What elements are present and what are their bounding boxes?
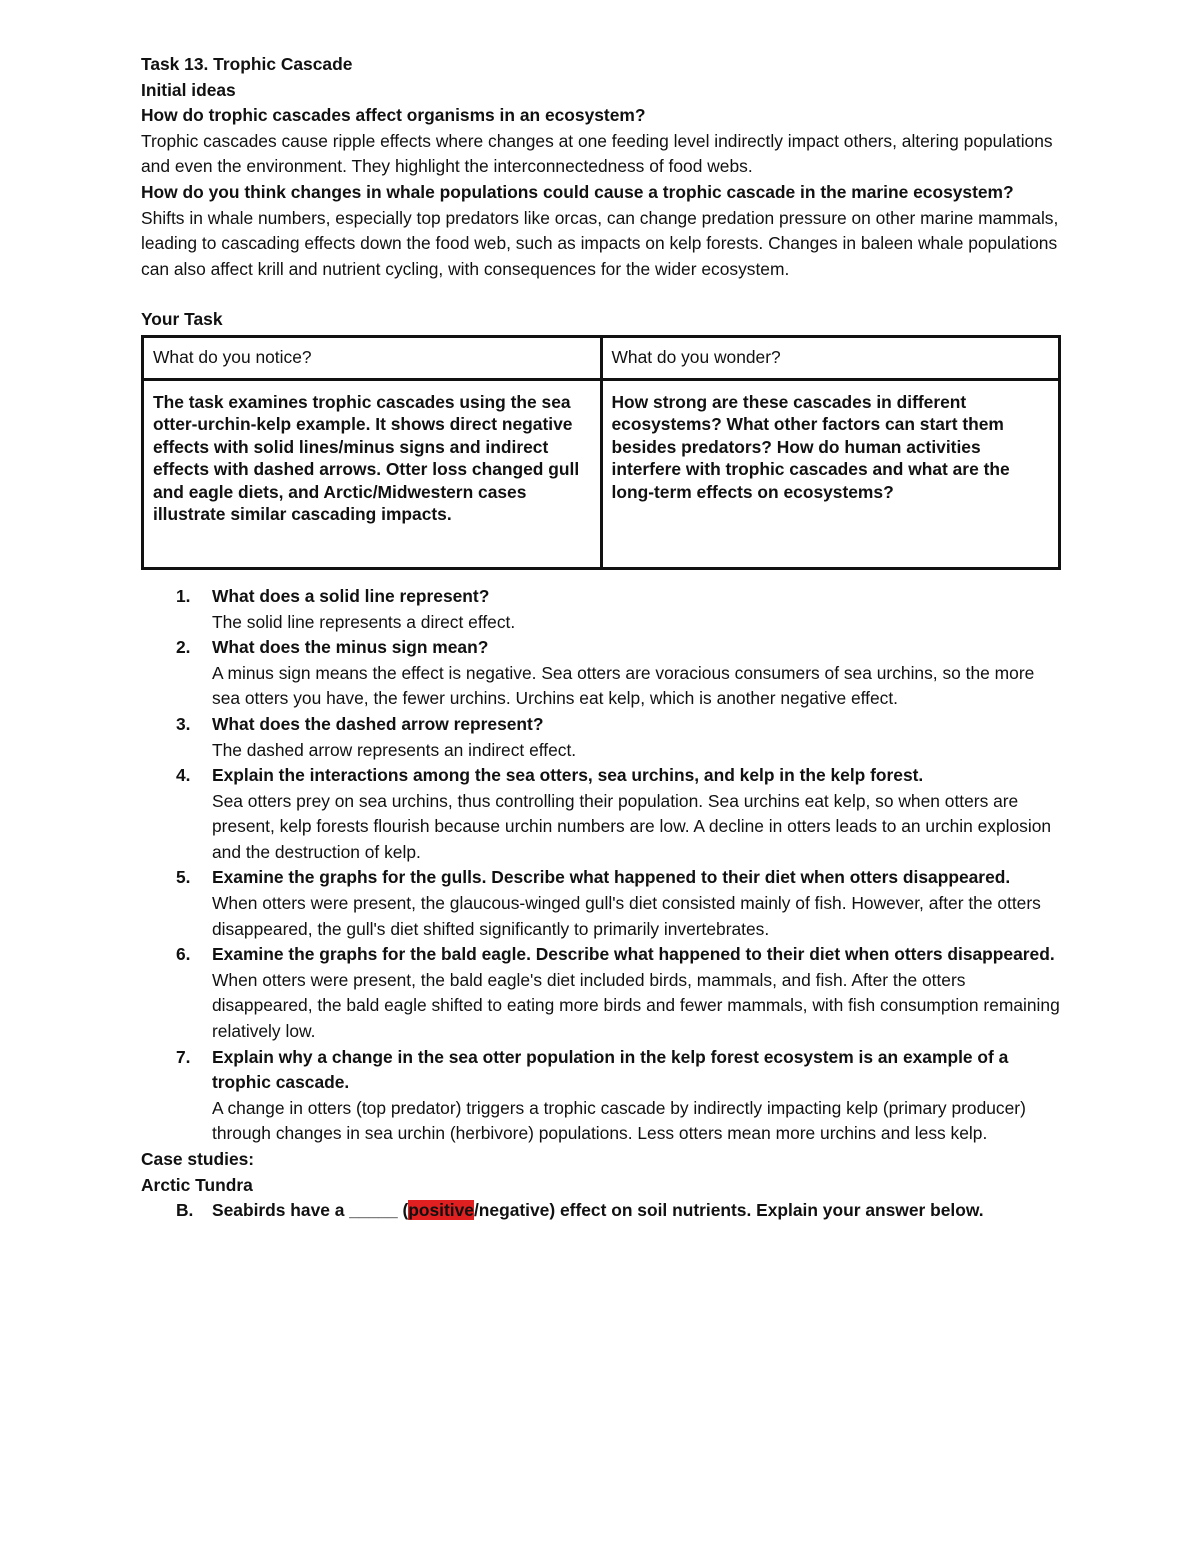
your-task-heading: Your Task: [141, 309, 223, 330]
question-item: [141, 763, 1061, 865]
question-text: What does a solid line represent?: [212, 585, 490, 606]
arctic-question-text: [212, 1198, 1061, 1224]
answer-text: Sea otters prey on sea urchins, thus controlling their population. Sea urchins eat kelp, so when otters are present, kelp forests flourish because urchin numbers are low. A decline in otters leads to an urchin explosion and the destruction of kelp.: [212, 790, 1052, 862]
wonder-header: What do you wonder?: [601, 336, 1060, 379]
question-list: [141, 584, 1061, 1147]
question-text: Examine the graphs for the bald eagle. Describe what happened to their diet when otters disappeared.: [212, 944, 1055, 965]
question-text: What does the dashed arrow represent?: [212, 713, 544, 734]
question-text: Explain why a change in the sea otter population in the kelp forest ecosystem is an example of a trophic cascade.: [212, 1046, 1009, 1093]
spacer: [141, 282, 1061, 307]
question-text: Explain the interactions among the sea otters, sea urchins, and kelp in the kelp forest.: [212, 765, 924, 786]
intro-answer-1: Trophic cascades cause ripple effects where changes at one feeding level indirectly impact others, altering populations and even the environment. They highlight the interconnectedness of food webs.: [141, 130, 1053, 177]
answer-text: When otters were present, the bald eagle's diet included birds, mammals, and fish. After the otters disappeared, the bald eagle shifted to eating more birds and fewer mammals, with fish consumption remaining relatively low.: [212, 969, 1060, 1042]
answer-text: The dashed arrow represents an indirect effect.: [212, 739, 577, 760]
answer-text: A change in otters (top predator) triggers a trophic cascade by indirectly impacting kelp (primary producer) through changes in sea urchin (herbivore) populations. Less otters mean more urchins and less kelp.: [212, 1097, 1026, 1144]
arctic-tundra-heading: Arctic Tundra: [141, 1174, 253, 1195]
question-text: Examine the graphs for the gulls. Describe what happened to their diet when otters disappeared.: [212, 867, 1011, 888]
question-number: 3.: [176, 713, 191, 734]
question-number: 6.: [176, 944, 191, 965]
intro-question-1: How do trophic cascades affect organisms in an ecosystem?: [141, 105, 646, 126]
document-page: [141, 52, 1061, 1224]
question-item: [141, 1045, 1061, 1147]
arctic-question-after: /negative) effect on soil nutrients. Explain your answer below.: [473, 1200, 984, 1221]
question-item: [141, 712, 1061, 763]
answer-text: A minus sign means the effect is negative. Sea otters are voracious consumers of sea urchins, so the more sea otters you have, the fewer urchins. Urchins eat kelp, which is another negative effect.: [212, 662, 1035, 709]
question-number: 7.: [176, 1046, 191, 1067]
question-number: 5.: [176, 867, 191, 888]
question-letter: B.: [176, 1200, 194, 1221]
notice-header: What do you notice?: [143, 336, 602, 379]
question-item: [141, 635, 1061, 712]
question-number: 1.: [176, 585, 191, 606]
arctic-question-before: Seabirds have a _____ (: [212, 1200, 409, 1221]
question-item: [141, 584, 1061, 635]
initial-ideas-heading: Initial ideas: [141, 79, 236, 100]
question-number: 4.: [176, 765, 191, 786]
table-header-row: [143, 336, 1060, 379]
arctic-question-item: [141, 1198, 1061, 1224]
intro-answer-2: Shifts in whale numbers, especially top predators like orcas, can change predation pressure on other marine mammals, leading to cascading effects down the food web, such as impacts on kelp forests. Changes in baleen whale populations can also affect krill and nutrient cycling, with consequences for the wider ecosystem.: [141, 207, 1059, 279]
answer-text: The solid line represents a direct effect.: [212, 611, 516, 632]
arctic-question-list: [141, 1198, 1061, 1224]
table-body-row: [143, 379, 1060, 568]
highlighted-answer: positive: [408, 1200, 474, 1221]
question-item: [141, 865, 1061, 942]
intro-question-2: How do you think changes in whale populations could cause a trophic cascade in the marine ecosystem?: [141, 181, 1014, 202]
answer-text: When otters were present, the glaucous-winged gull's diet consisted mainly of fish. However, after the otters disappeared, the gull's diet shifted significantly to primarily invertebrates.: [212, 893, 1041, 939]
wonder-cell: How strong are these cascades in different ecosystems? What other factors can start them besides predators? How do human activities interfere with trophic cascades and what are the long-term effects on ecosystems?: [601, 379, 1060, 568]
question-text: What does the minus sign mean?: [212, 637, 489, 658]
notice-cell: The task examines trophic cascades using the sea otter-urchin-kelp example. It shows direct negative effects with solid lines/minus signs and indirect effects with dashed arrows. Otter loss changed gull and eagle diets, and Arctic/Midwestern cases illustrate similar cascading impacts.: [143, 379, 602, 568]
notice-wonder-table: [141, 335, 1061, 570]
question-number: 2.: [176, 637, 191, 658]
question-item: [141, 942, 1061, 1044]
page-title: Task 13. Trophic Cascade: [141, 54, 353, 74]
case-studies-heading: Case studies:: [141, 1149, 255, 1169]
